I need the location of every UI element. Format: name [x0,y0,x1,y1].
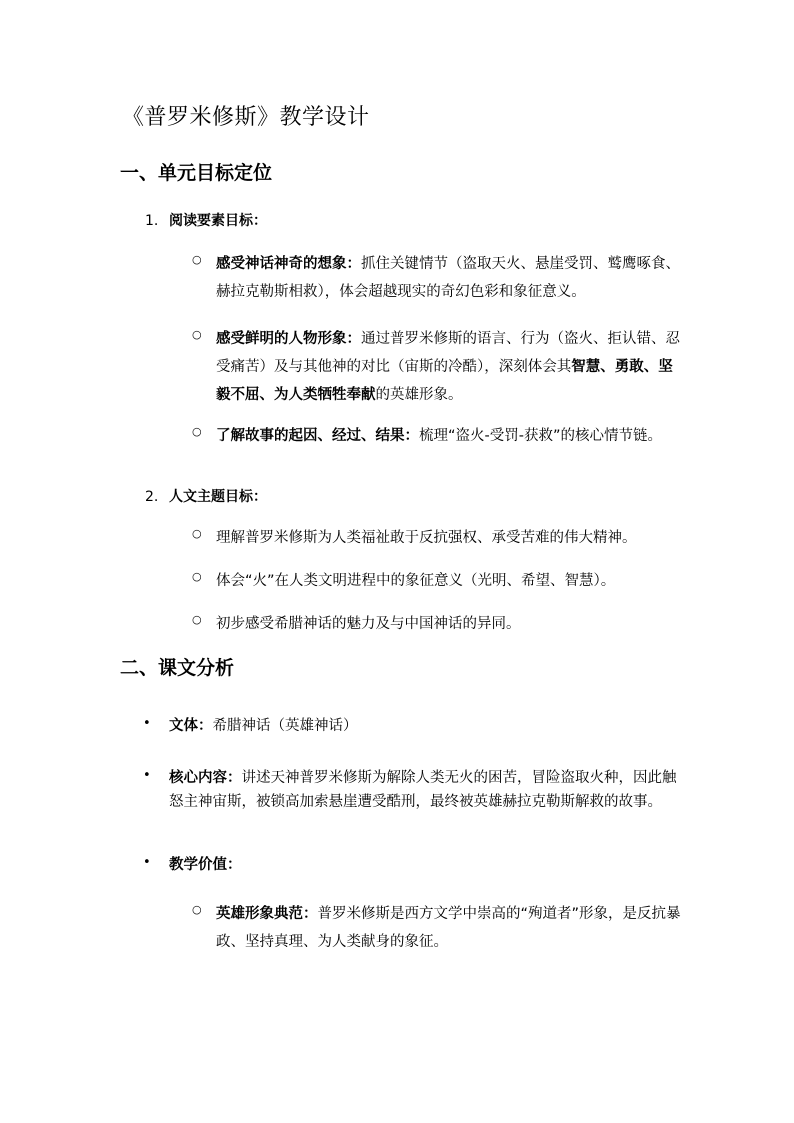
bullet-text: 希腊神话（英雄神话） [212,718,358,734]
bullet-dot-icon: • [143,855,151,870]
bullet-dot-icon: • [143,716,151,731]
sub-item-text: 抓住关键情节（盗取天火、悬崖受罚、鹫鹰啄食、赫拉克勒斯相救），体会超越现实的奇幻色彩和象征意义。 [216,256,680,300]
item-number: 1. [145,213,159,229]
sub-item-bold-inline: 智慧、勇敢、坚毅不屈、为人类牺牲奉献 [216,359,673,403]
sub-item-bold: 感受神话神奇的想象： [216,256,361,272]
circle-bullet-icon: ○ [192,570,202,583]
sub-item-text: 理解普罗米修斯为人类福祉敢于反抗强权、承受苦难的伟大精神。 [216,530,637,546]
sub-list-item [192,567,682,595]
sub-list-item [192,610,682,638]
item-label: 阅读要素目标： [169,213,267,229]
sub-item-bold: 感受鲜明的人物形象： [216,331,361,347]
sub-list-item [192,250,682,306]
circle-bullet-icon: ○ [192,527,202,540]
sub-item-text: 体会“火”在人类文明进程中的象征意义（光明、希望、智慧）。 [216,573,616,589]
section-heading-goals: 一、单元目标定位 [120,162,273,184]
circle-bullet-icon: ○ [192,613,202,626]
circle-bullet-icon: ○ [192,425,202,438]
sub-list-item [192,325,682,409]
bullet-bold: 教学价值： [169,857,242,873]
bullet-bold: 核心内容： [169,770,242,786]
sub-item-text: 普罗米修斯是西方文学中崇高的“殉道者”形象，是反抗暴政、坚持真理、为人类献身的象征。 [216,906,681,950]
bullet-text: 讲述天神普罗米修斯为解除人类无火的困苦，冒险盗取火种，因此触怒主神宙斯，被锁高加索悬崖遭受酷刑，最终被英雄赫拉克勒斯解救的故事。 [169,770,677,810]
sub-list-item [192,422,682,450]
bullet-item-genre [143,714,683,738]
circle-bullet-icon: ○ [192,903,202,916]
bullet-dot-icon: • [143,768,151,783]
sub-item-text: 梳理“盗火-受罚-获救”的核心情节链。 [419,428,662,444]
sub-item-bold: 英雄形象典范： [216,906,318,922]
item-label: 人文主题目标： [169,489,267,505]
sub-list-item [192,524,682,552]
numbered-item-reading-goals [145,211,267,231]
document-title: 《普罗米修斯》教学设计 [122,105,370,130]
sub-item-text-end: 的英雄形象。 [375,387,463,403]
bullet-item-teaching-value [143,853,683,877]
item-number: 2. [145,489,159,505]
sub-list-item [192,900,682,956]
section-heading-analysis: 二、课文分析 [120,657,235,679]
circle-bullet-icon: ○ [192,328,202,341]
bullet-item-core-content [143,766,683,814]
bullet-bold: 文体： [169,718,213,734]
sub-item-text: 通过普罗米修斯的语言、行为（盗火、拒认错、忍受痛苦）及与其他神的对比（宙斯的冷酷），深刻体会其 [216,331,680,375]
sub-item-text: 初步感受希腊神话的魅力及与中国神话的异同。 [216,616,521,632]
sub-item-bold: 了解故事的起因、经过、结果： [216,428,419,444]
circle-bullet-icon: ○ [192,253,202,266]
numbered-item-humanistic-goals [145,487,267,507]
